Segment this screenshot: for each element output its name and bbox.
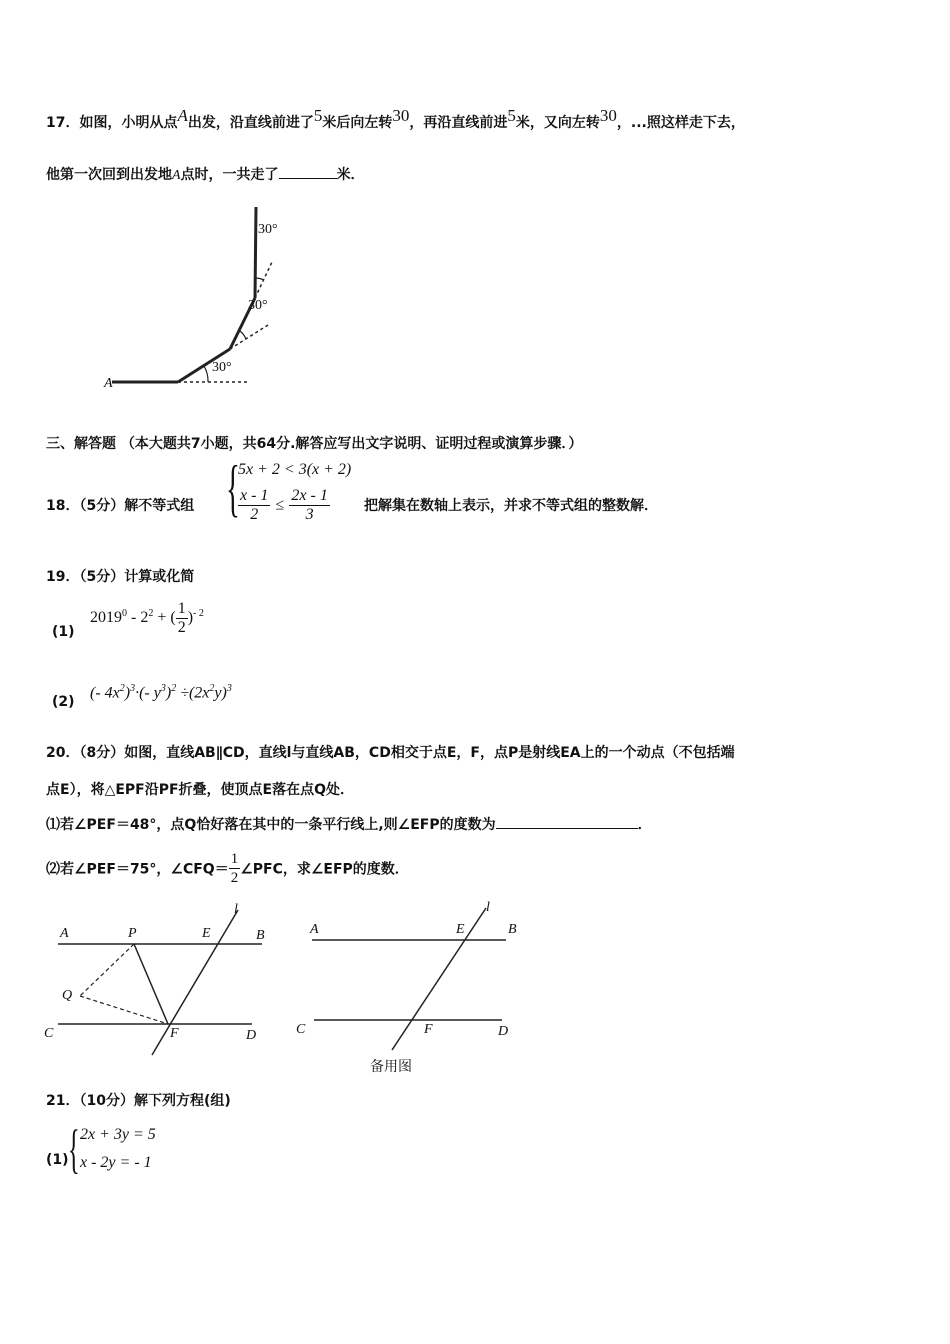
q21-equation-1: 2x + 3y = 5 xyxy=(80,1126,156,1143)
fig2-label-c: C xyxy=(296,1022,306,1037)
length-2: 5 xyxy=(507,106,516,125)
angle-2: 30 xyxy=(599,106,617,125)
q19-part2-expression: (- $4x^2)^3\cdot(-$ $y^3)^2 \div(2x^2y)^3$ xyxy=(90,683,232,702)
angle-1: 30 xyxy=(392,106,410,125)
q18-tail: 把解集在数轴上表示，并求不等式组的整数解． xyxy=(364,498,658,514)
fig1-label-b: B xyxy=(256,928,265,943)
fig2-label-b: B xyxy=(508,922,517,937)
fig2-caption: 备用图 xyxy=(370,1059,412,1075)
fig2-label-f: F xyxy=(424,1022,433,1037)
q19-part2-label: (2) xyxy=(52,694,75,710)
q18-inequality-2: $\frac{x - 1}{2}$ ≤ $\frac{2x - 1}{3}$ xyxy=(240,487,328,523)
q21-brace: { xyxy=(68,1119,80,1179)
q19-label: 19．（5分）计算或化简 xyxy=(46,569,195,585)
q18-fraction-1: $\frac{x - 1}{2}$ xyxy=(240,487,269,523)
q21-label: 21．（10分）解下列方程(组) xyxy=(46,1093,231,1109)
q17-line1: 17．如图，小明从点A出发，沿直线前进了5米后向左转30，再沿直线前进5米，又向左转30，...照这样走下去， xyxy=(46,106,745,131)
q17-point-a-label: A xyxy=(104,376,113,391)
q21-part1-label: (1) xyxy=(46,1152,69,1168)
q20-half: $\frac{1}{2}$ xyxy=(230,851,239,886)
section-3-heading: 三、解答题 （本大题共7小题，共64分.解答应写出文字说明、证明过程或演算步骤．） xyxy=(46,436,583,452)
fig2-label-a: A xyxy=(310,922,319,937)
fig1-label-e: E xyxy=(202,926,211,941)
q19-half: $\frac{1}{2}$ xyxy=(177,600,186,636)
q20-figure-2 xyxy=(300,900,520,1060)
q17-angle-label-1: 30° xyxy=(212,360,232,375)
answer-blank xyxy=(279,166,337,179)
q19-part1-label: (1) xyxy=(52,624,75,640)
q20-part2: ⑵若∠PEF＝75°，∠CFQ＝ $\frac{1}{2}$ ∠PFC，求∠EFP的度数． xyxy=(46,851,409,886)
q17-line2: 他第一次回到出发地A点时，一共走了 米． xyxy=(46,167,365,183)
q20-figure-1 xyxy=(40,900,280,1060)
q18-inequality-1: 5x + 2 < 3(x + 2) xyxy=(238,461,352,478)
answer-blank xyxy=(496,816,638,829)
length-1: 5 xyxy=(313,106,323,125)
fig1-label-f: F xyxy=(170,1026,179,1041)
q18-label: 18．（5分）解不等式组 xyxy=(46,498,195,514)
q21-equation-2: x - 2y = - 1 xyxy=(80,1154,152,1171)
q17-angle-label-3: 30° xyxy=(258,222,278,237)
fig2-label-e: E xyxy=(456,922,465,937)
q19-part1-expression: $2019^0 - 2^2$ + ( $\frac{1}{2}$ )$^{- 2}$ xyxy=(90,600,204,636)
fig1-label-p: P xyxy=(128,926,137,941)
q18-fraction-2: $\frac{2x - 1}{3}$ xyxy=(291,487,328,523)
q20-part1: ⑴若∠PEF＝48°，点Q恰好落在其中的一条平行线上,则∠EFP的度数为 ． xyxy=(46,817,652,833)
q18-brace: { xyxy=(226,452,240,523)
fig1-label-q: Q xyxy=(62,988,73,1003)
fig1-label-c: C xyxy=(44,1026,54,1041)
q17-angle-label-2: 30° xyxy=(248,298,268,313)
q20-line2: 点E），将△EPF沿PF折叠，使顶点E落在点Q处． xyxy=(46,782,355,798)
fig2-label-l: l xyxy=(486,900,490,915)
q20-line1: 20．（8分）如图，直线AB∥CD，直线l与直线AB，CD相交于点E，F，点P是射线EA上的一个动点（不包括端 xyxy=(46,745,735,761)
fig2-label-d: D xyxy=(498,1024,509,1039)
point-a: A xyxy=(177,106,188,125)
fig1-label-l: l xyxy=(234,902,238,917)
fig1-label-a: A xyxy=(60,926,69,941)
fig1-label-d: D xyxy=(246,1028,257,1043)
